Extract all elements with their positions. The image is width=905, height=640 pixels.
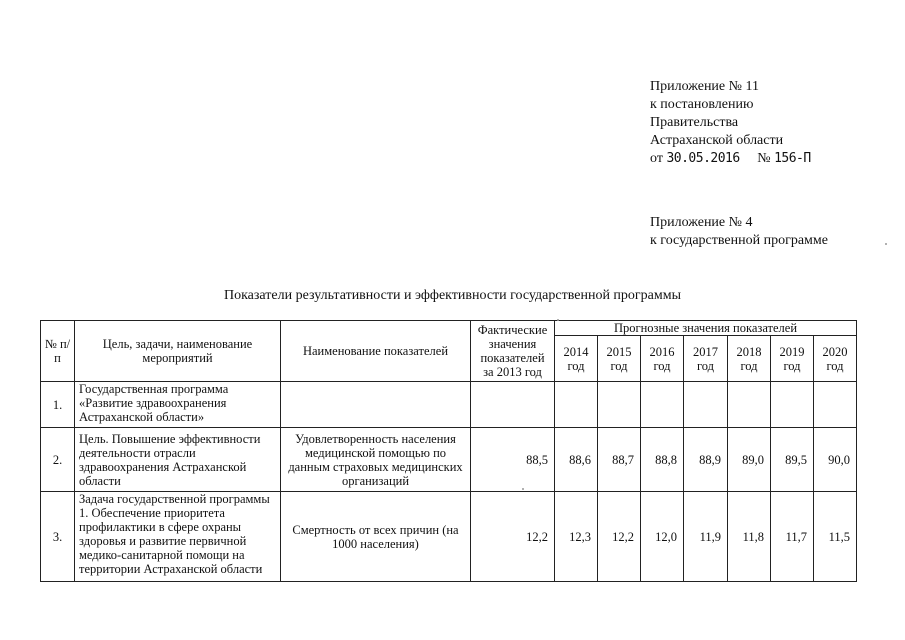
row-value <box>598 382 641 428</box>
row-value: 88,7 <box>598 428 641 492</box>
row-value: 89,5 <box>771 428 814 492</box>
row-value: 12,0 <box>641 492 684 582</box>
table-row <box>41 428 857 492</box>
appendix-line: Астраханской области <box>650 133 784 148</box>
indicators-table <box>40 320 857 582</box>
number-label: № <box>757 151 771 166</box>
header-forecast: Прогнозные значения показателей <box>555 321 857 336</box>
row-value <box>728 382 771 428</box>
row-num: 3. <box>41 492 75 582</box>
row-actual: 88,5 <box>471 428 555 492</box>
row-value: 11,9 <box>684 492 728 582</box>
header-year: 2018 год <box>728 336 771 382</box>
header-year: 2016 год <box>641 336 684 382</box>
row-actual <box>471 382 555 428</box>
table-row <box>41 492 857 582</box>
row-value: 88,6 <box>555 428 598 492</box>
row-value <box>814 382 857 428</box>
row-indicator: Смертность от всех причин (на 1000 населения) <box>281 492 471 582</box>
handwritten-number: 156-П <box>774 151 811 166</box>
handwritten-date: 30.05.2016 <box>666 151 740 166</box>
row-actual: 12,2 <box>471 492 555 582</box>
row-num: 2. <box>41 428 75 492</box>
appendix-title: Приложение № 4 <box>650 215 753 230</box>
row-goal: Государственная программа «Развитие здравоохранения Астраханской области» <box>75 382 281 428</box>
row-value <box>555 382 598 428</box>
header-num: № п/п <box>41 321 75 382</box>
row-value: 12,2 <box>598 492 641 582</box>
appendix-line: к государственной программе <box>650 233 828 248</box>
row-num: 1. <box>41 382 75 428</box>
header-year: 2014 год <box>555 336 598 382</box>
appendix-line: к постановлению <box>650 97 754 112</box>
row-indicator: Удовлетворенность населения медицинской помощью по данным страховых медицинских организаций <box>281 428 471 492</box>
row-value: 88,8 <box>641 428 684 492</box>
table-row <box>41 382 857 428</box>
appendix-line: Правительства <box>650 115 739 130</box>
row-value: 89,0 <box>728 428 771 492</box>
header-year: 2019 год <box>771 336 814 382</box>
header-year: 2015 год <box>598 336 641 382</box>
header-year: 2020 год <box>814 336 857 382</box>
row-value <box>641 382 684 428</box>
header-indicator: Наименование показателей <box>281 321 471 382</box>
row-value: 11,5 <box>814 492 857 582</box>
scan-speck <box>885 243 887 245</box>
row-goal: Задача государственной программы 1. Обеспечение приоритета профилактики в сфере охраны здоровья и развитие первичной медико-санитарной помощи на территории Астраханской области <box>75 492 281 582</box>
appendix-header-primary <box>650 78 811 168</box>
scan-speck <box>522 488 524 490</box>
row-indicator <box>281 382 471 428</box>
appendix-date-line <box>650 150 811 168</box>
row-value: 12,3 <box>555 492 598 582</box>
header-goal: Цель, задачи, наименование мероприятий <box>75 321 281 382</box>
appendix-title: Приложение № 11 <box>650 79 759 94</box>
row-value: 90,0 <box>814 428 857 492</box>
row-value: 11,8 <box>728 492 771 582</box>
header-actual-2013: Фактические значения показателей за 2013 год <box>471 321 555 382</box>
header-year: 2017 год <box>684 336 728 382</box>
row-value <box>771 382 814 428</box>
document-title: Показатели результативности и эффективности государственной программы <box>223 288 682 303</box>
appendix-header-secondary <box>650 214 828 250</box>
row-value <box>684 382 728 428</box>
scan-speck <box>557 319 559 321</box>
row-value: 88,9 <box>684 428 728 492</box>
row-goal: Цель. Повышение эффективности деятельности отрасли здравоохранения Астраханской области <box>75 428 281 492</box>
date-prefix: от <box>650 151 663 166</box>
row-value: 11,7 <box>771 492 814 582</box>
